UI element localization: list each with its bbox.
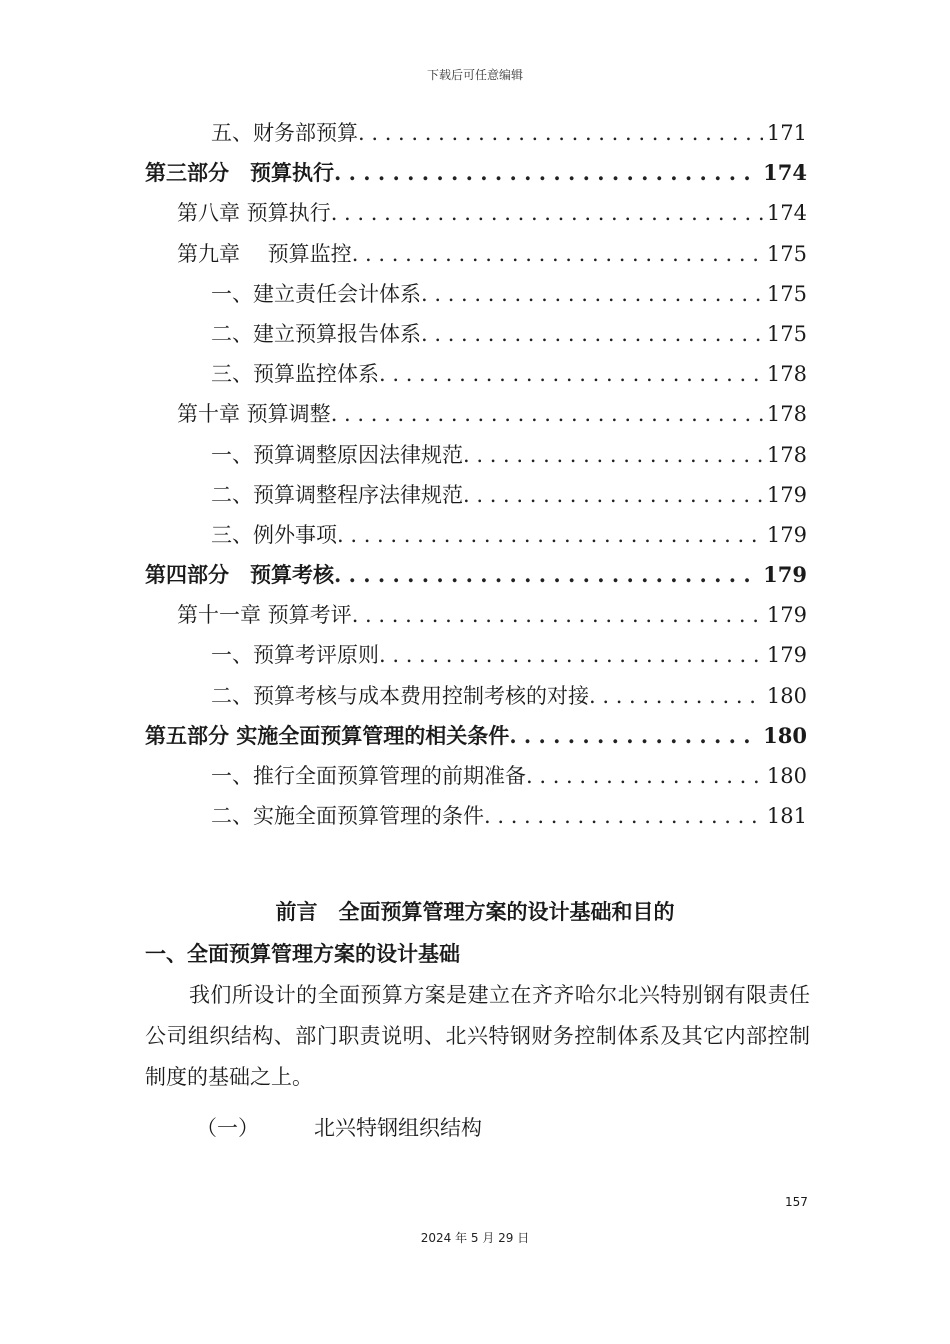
toc-entry[interactable] — [145, 354, 807, 394]
toc-entry-page: 178 — [766, 442, 807, 467]
toc-leader-dots — [337, 515, 763, 555]
toc-entry-page: 179 — [766, 522, 807, 547]
toc-entry-title: 二、实施全面预算管理的条件 — [211, 804, 484, 829]
toc-entry-page: 171 — [766, 121, 807, 145]
toc-leader-dots — [421, 314, 763, 354]
toc-entry-page: 180 — [766, 764, 807, 788]
toc-leader-dots — [421, 274, 763, 314]
toc-entry[interactable] — [145, 435, 807, 475]
toc-entry[interactable] — [145, 676, 807, 716]
toc-entry-page: 179 — [766, 482, 807, 507]
toc-entry-page: 180 — [763, 722, 807, 748]
toc-entry-title: 第八章 预算执行 — [177, 201, 331, 226]
toc-leader-dots — [526, 756, 763, 796]
toc-entry-page: 175 — [766, 241, 807, 266]
subsection-heading — [196, 1112, 482, 1142]
page-footer-date: 2024 年 5 月 29 日 — [420, 1231, 530, 1245]
toc-entry-title: 第五部分 实施全面预算管理的相关条件 — [145, 723, 510, 748]
toc-entry[interactable] — [145, 595, 807, 635]
toc-entry[interactable] — [145, 515, 807, 555]
toc-entry[interactable] — [145, 314, 807, 354]
toc-entry-title: 第三部分 预算执行 — [145, 161, 334, 186]
toc-leader-dots — [484, 796, 763, 836]
subsection-number: （一） — [196, 1116, 259, 1140]
toc-entry-page: 175 — [766, 281, 807, 306]
toc-entry-title: 第十章 预算调整 — [177, 402, 331, 427]
toc-entry-title: 一、预算调整原因法律规范 — [211, 442, 463, 467]
toc-entry-title: 第十一章 预算考评 — [177, 603, 352, 628]
toc-entry-page: 179 — [766, 643, 807, 668]
toc-leader-dots — [334, 555, 759, 595]
toc-entry-page: 181 — [766, 804, 807, 829]
toc-entry-title: 一、推行全面预算管理的前期准备 — [211, 764, 526, 788]
toc-entry[interactable] — [145, 193, 807, 233]
page-number: 157 — [785, 1195, 808, 1209]
toc-entry[interactable] — [145, 756, 807, 796]
preface-title: 前言 全面预算管理方案的设计基础和目的 — [275, 900, 675, 924]
toc-entry-title: 三、例外事项 — [211, 522, 337, 547]
toc-leader-dots — [589, 676, 763, 716]
body-paragraph: 我们所设计的全面预算方案是建立在齐齐哈尔北兴特别钢有限责任公司组织结构、部门职责说明、北兴特钢财务控制体系及其它内部控制制度的基础之上。 — [145, 983, 810, 1089]
toc-leader-dots — [331, 193, 763, 233]
toc-entry[interactable] — [145, 153, 807, 193]
toc-entry-title: 第九章 预算监控 — [177, 241, 352, 266]
toc-entry-page: 179 — [766, 603, 807, 628]
toc-entry-page: 174 — [763, 160, 807, 186]
toc-entry-title: 第四部分 预算考核 — [145, 563, 334, 588]
toc-entry-page: 175 — [766, 321, 807, 346]
toc-leader-dots — [379, 354, 763, 394]
toc-entry-title: 一、预算考评原则 — [211, 643, 379, 668]
toc-entry-title: 二、预算考核与成本费用控制考核的对接 — [211, 683, 589, 708]
table-of-contents — [145, 113, 807, 836]
toc-entry-page: 178 — [766, 362, 807, 387]
page-header: 下载后可任意编辑 — [426, 68, 523, 82]
toc-entry[interactable] — [145, 394, 807, 434]
toc-leader-dots — [509, 716, 759, 756]
toc-leader-dots — [331, 394, 763, 434]
section-heading: 一、全面预算管理方案的设计基础 — [145, 942, 460, 966]
toc-entry[interactable] — [145, 555, 807, 595]
toc-entry-title: 二、建立预算报告体系 — [211, 321, 421, 346]
toc-entry-page: 179 — [763, 562, 807, 588]
toc-entry[interactable] — [145, 716, 807, 756]
subsection-title: 北兴特钢组织结构 — [314, 1116, 482, 1140]
toc-leader-dots — [463, 475, 763, 515]
toc-leader-dots — [352, 234, 763, 274]
toc-entry[interactable] — [145, 274, 807, 314]
toc-entry-title: 五、财务部预算 — [211, 121, 358, 145]
toc-entry[interactable] — [145, 113, 807, 153]
toc-entry-page: 174 — [766, 201, 807, 226]
toc-leader-dots — [358, 113, 763, 153]
toc-leader-dots — [379, 635, 763, 675]
toc-entry[interactable] — [145, 635, 807, 675]
toc-entry-title: 三、预算监控体系 — [211, 362, 379, 387]
toc-leader-dots — [463, 435, 763, 475]
toc-entry-title: 二、预算调整程序法律规范 — [211, 482, 463, 507]
toc-entry[interactable] — [145, 475, 807, 515]
toc-entry-title: 一、建立责任会计体系 — [211, 281, 421, 306]
toc-leader-dots — [352, 595, 763, 635]
toc-entry[interactable] — [145, 796, 807, 836]
toc-entry-page: 180 — [766, 683, 807, 708]
toc-leader-dots — [334, 153, 759, 193]
toc-entry[interactable] — [145, 234, 807, 274]
toc-entry-page: 178 — [766, 402, 807, 427]
